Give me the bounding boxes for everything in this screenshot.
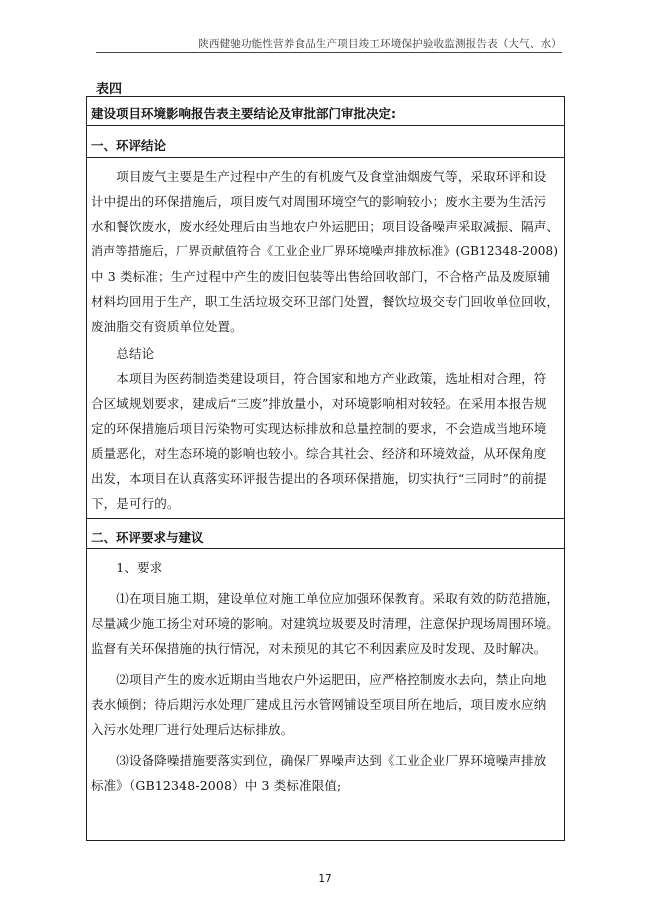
text-line: ⑵项目产生的废水近期由当地农户外运肥田，应严格控制废水去向，禁止向地 — [91, 672, 547, 687]
row-divider — [87, 125, 564, 126]
table-label: 表四 — [96, 82, 123, 97]
text-line: 出发，本项目在认真落实环评报告提出的各项环保措施，切实执行“三同时”的前提 — [91, 471, 547, 486]
page-number: 17 — [318, 873, 332, 885]
text-line: 废油脂交有资质单位处置。 — [91, 319, 243, 334]
text-line: 入污水处理厂进行处理后达标排放。 — [91, 722, 294, 737]
text-line: 本项目为医药制造类建设项目，符合国家和地方产业政策，选址相对合理，符 — [91, 371, 547, 386]
text-line: 表水倾倒；待后期污水处理厂建成且污水管网铺设至项目所在地后，项目废水应纳 — [91, 697, 547, 712]
row-divider — [87, 518, 564, 519]
summary-label: 总结论 — [91, 346, 155, 361]
text-line: 中 3 类标准；生产过程中产生的废旧包装等出售给回收部门，不合格产品及废原辅 — [91, 269, 551, 284]
row-divider — [87, 157, 564, 158]
table-title: 建设项目环境影响报告表主要结论及审批部门审批决定: — [91, 106, 396, 121]
conclusion-table — [86, 96, 565, 841]
header-rule — [96, 52, 562, 53]
text-line: 下，是可行的。 — [91, 496, 180, 511]
section-heading-conclusion: 一、环评结论 — [91, 138, 167, 153]
text-line: 消声等措施后，厂界贡献值符合《工业企业厂界环境噪声排放标准》(GB12348-2008) — [91, 244, 559, 258]
row-divider — [87, 548, 564, 549]
text-line: ⑴在项目施工期，建设单位对施工单位应加强环保教育。采取有效的防范措施， — [91, 591, 560, 606]
text-line: 尽量减少施工扬尘对环境的影响。对建筑垃圾要及时清理，注意保护现场周围环境。 — [91, 616, 560, 631]
text-line: 水和餐饮废水，废水经处理后由当地农户外运肥田；项目设备噪声采取减振、隔声、 — [91, 219, 560, 234]
subheading-requirements: 1、要求 — [91, 560, 163, 575]
text-line: ⑶设备降噪措施要落实到位，确保厂界噪声达到《工业企业厂界环境噪声排放 — [91, 753, 547, 768]
text-line: 材料均回用于生产，职工生活垃圾交环卫部门处置，餐饮垃圾交专门回收单位回收， — [91, 294, 560, 309]
text-line: 定的环保措施后项目污染物可实现达标排放和总量控制的要求，不会造成当地环境 — [91, 421, 547, 436]
text-line: 计中提出的环保措施后，项目废气对周围环境空气的影响较小；废水主要为生活污 — [91, 194, 547, 209]
text-line: 质量恶化，对生态环境的影响也较小。综合其社会、经济和环境效益，从环保角度 — [91, 446, 547, 461]
section-heading-requirements: 二、环评要求与建议 — [91, 530, 204, 545]
text-line: 标准》（GB12348-2008）中 3 类标准限值; — [91, 778, 342, 793]
text-line: 监督有关环保措施的执行情况，对未预见的其它不利因素应及时发现、及时解决。 — [91, 641, 547, 656]
text-line: 项目废气主要是生产过程中产生的有机废气及食堂油烟废气等，采取环评和设 — [91, 169, 547, 184]
text-line: 合区域规划要求，建成后“三废”排放量小，对环境影响相对较轻。在采用本报告规 — [91, 396, 547, 411]
running-header: 陕西健驰功能性营养食品生产项目竣工环境保护验收监测报告表（大气、水） — [198, 38, 562, 50]
